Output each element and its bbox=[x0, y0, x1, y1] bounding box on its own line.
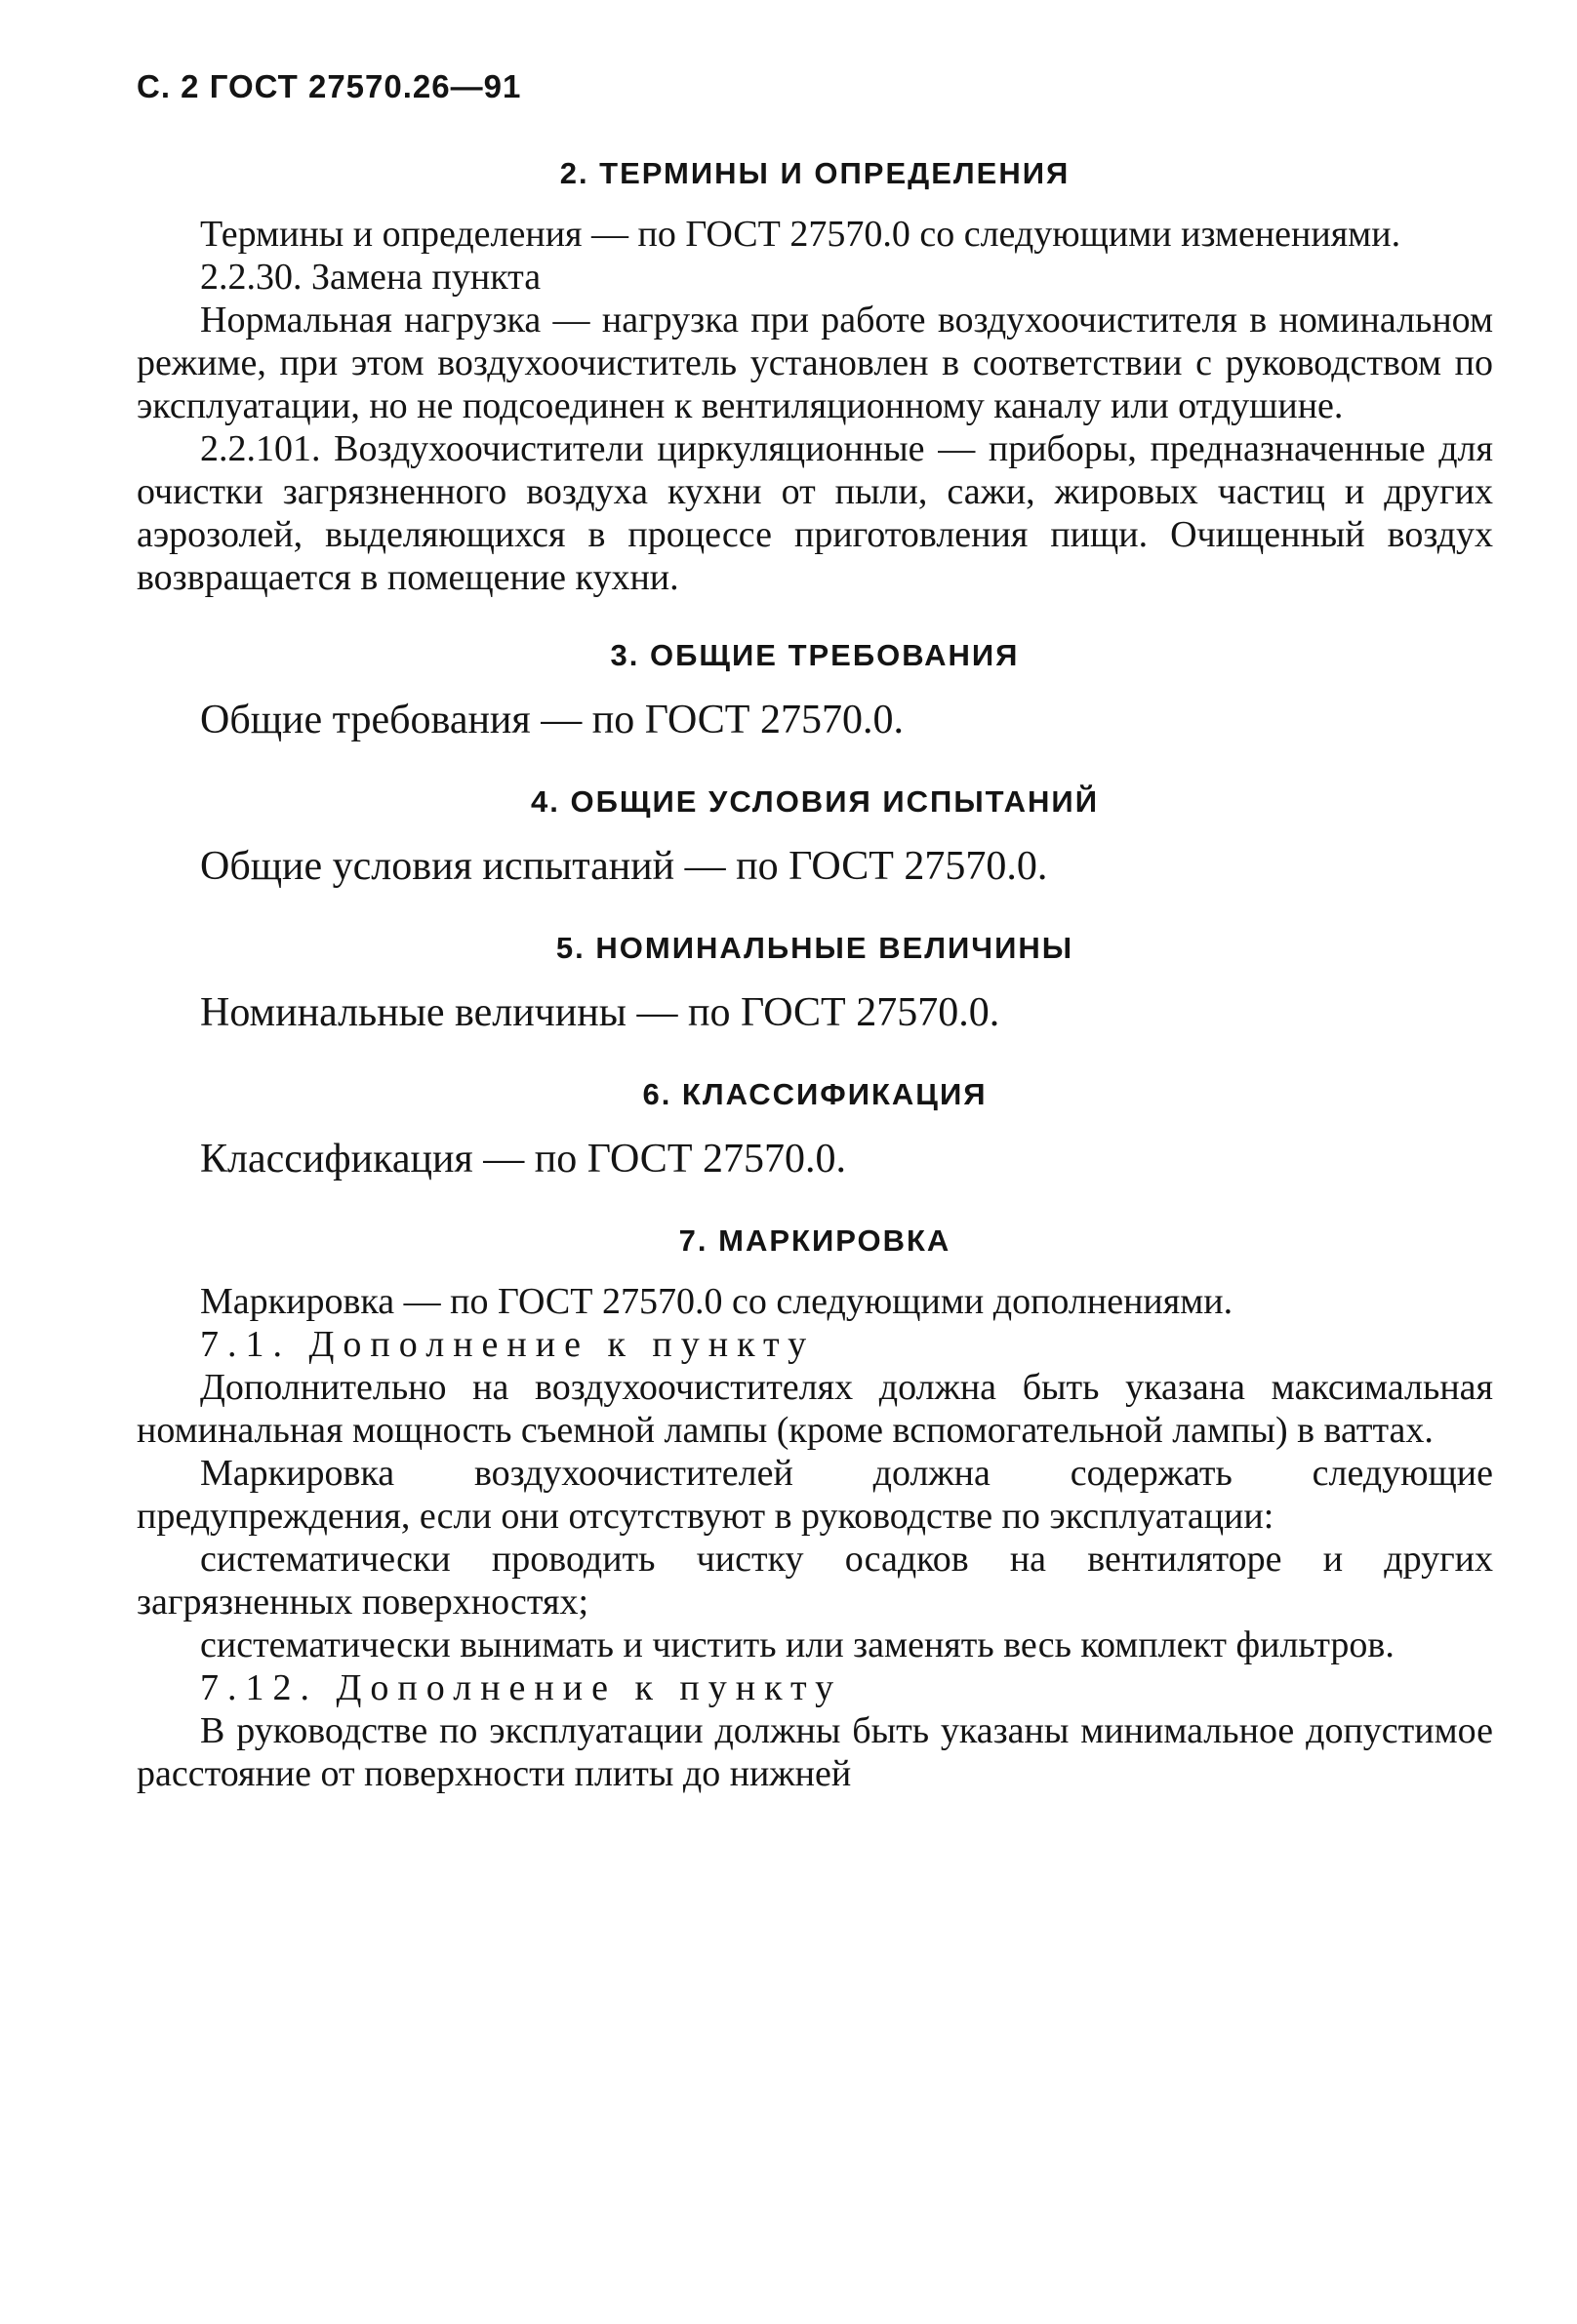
section-4 bbox=[137, 784, 1493, 892]
section-3-title: 3. ОБЩИЕ ТРЕБОВАНИЯ bbox=[610, 638, 1020, 672]
item-2230-heading: 2.2.30. Замена пункта bbox=[200, 257, 542, 298]
section-5 bbox=[137, 931, 1493, 1038]
section-5-title: 5. НОМИНАЛЬНЫЕ ВЕЛИЧИНЫ bbox=[555, 931, 1074, 965]
section-4-title: 4. ОБЩИЕ УСЛОВИЯ ИСПЫТАНИЙ bbox=[531, 784, 1099, 819]
section-2-intro: Термины и определения — по ГОСТ 27570.0 со следующими изменениями. bbox=[200, 214, 1401, 255]
item-71-heading: 7.1. Дополнение к пункту bbox=[200, 1324, 816, 1365]
section-6-text: Классификация — по ГОСТ 27570.0. bbox=[200, 1137, 846, 1182]
section-5-text: Номинальные величины — по ГОСТ 27570.0. bbox=[200, 990, 1000, 1035]
item-71-text: Дополнительно на воздухоочистителях должна быть указана максимальная номинальная мощность съемной лампы (кроме вспомогательной лампы) в ваттах. bbox=[137, 1367, 1493, 1451]
marking-text: Маркировка воздухоочистителей должна содержать следующие предупреждения, если они отсутствуют в руководстве по эксплуатации: bbox=[137, 1453, 1493, 1537]
section-3-text: Общие требования — по ГОСТ 27570.0. bbox=[200, 698, 904, 742]
warning-1: систематически проводить чистку осадков на вентиляторе и других загрязненных поверхностях; bbox=[137, 1539, 1493, 1623]
item-712-text: В руководстве по эксплуатации должны быть указаны минимальное допустимое расстояние от поверхности плиты до нижней bbox=[137, 1710, 1493, 1794]
section-6-title: 6. КЛАССИФИКАЦИЯ bbox=[642, 1077, 988, 1111]
item-22101-text: 2.2.101. Воздухоочистители циркуляционные — приборы, предназначенные для очистки загрязненного воздуха кухни от пыли, сажи, жировых частиц и других аэрозолей, выделяющихся в процессе приготовления пищи. Очищенный воздух возвращается в помещение кухни. bbox=[137, 428, 1493, 598]
item-712-heading: 7.12. Дополнение к пункту bbox=[200, 1667, 843, 1708]
section-2-title: 2. ТЕРМИНЫ И ОПРЕДЕЛЕНИЯ bbox=[559, 156, 1071, 190]
running-head: С. 2 ГОСТ 27570.26—91 bbox=[137, 68, 522, 104]
section-6 bbox=[137, 1077, 1493, 1184]
section-7-intro: Маркировка — по ГОСТ 27570.0 со следующими дополнениями. bbox=[200, 1281, 1233, 1322]
section-7 bbox=[137, 1223, 1493, 1795]
section-4-text: Общие условия испытаний — по ГОСТ 27570.0. bbox=[200, 844, 1048, 889]
item-2230-text: Нормальная нагрузка — нагрузка при работе воздухоочистителя в номинальном режиме, при этом воздухоочиститель установлен в соответствии с руководством по эксплуатации, но не подсоединен к вентиляционному каналу или отдушине. bbox=[137, 300, 1493, 426]
document-page bbox=[137, 68, 1493, 1795]
section-7-title: 7. МАРКИРОВКА bbox=[678, 1223, 951, 1258]
warning-2: систематически вынимать и чистить или заменять весь комплект фильтров. bbox=[200, 1624, 1395, 1665]
section-3 bbox=[137, 638, 1493, 745]
